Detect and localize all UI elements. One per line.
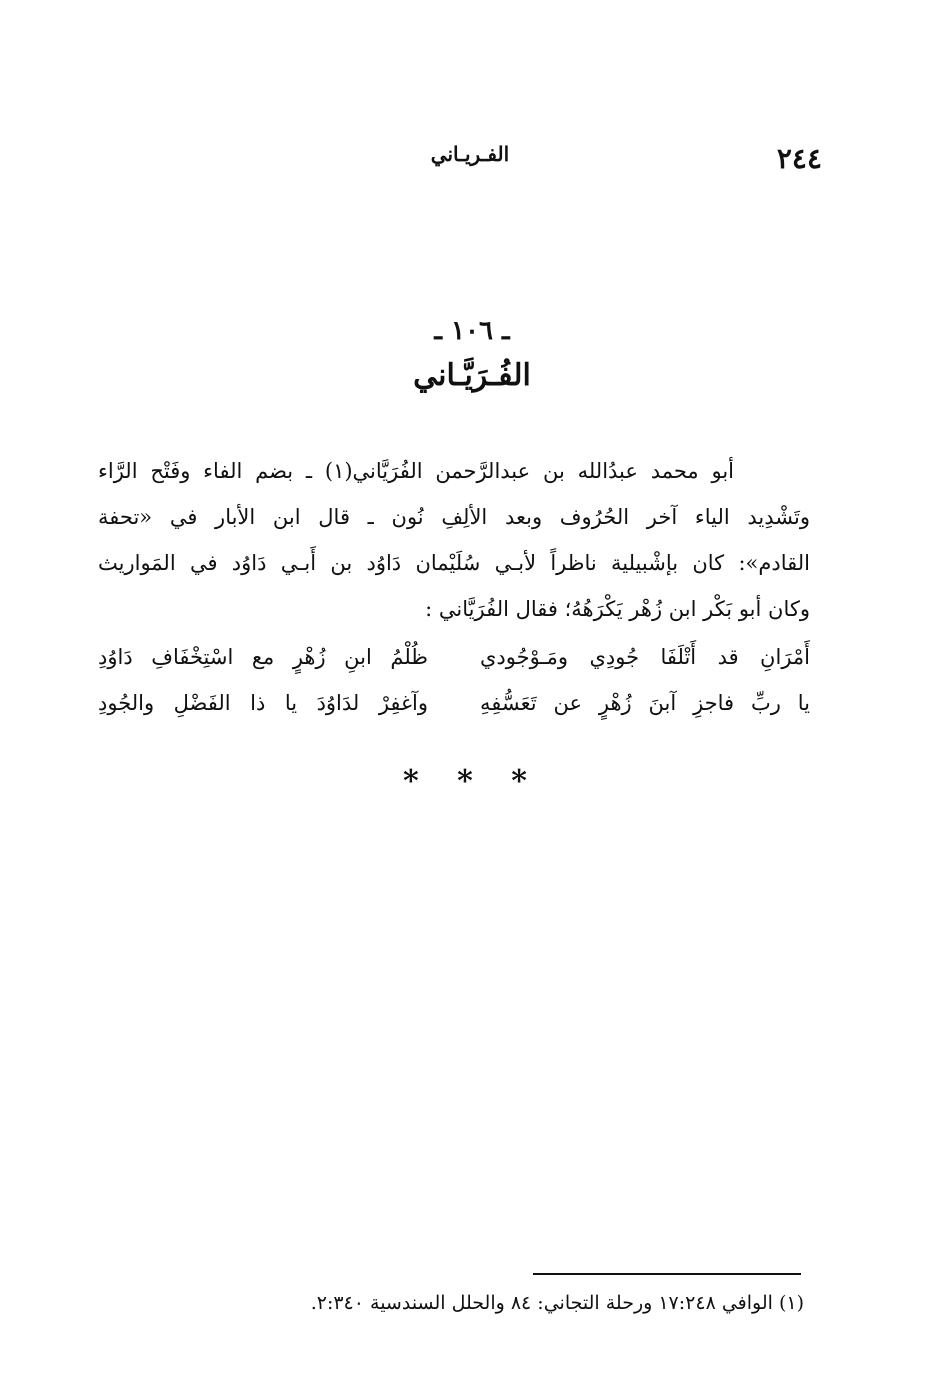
biography-paragraph <box>98 448 810 632</box>
paragraph-line: أبو محمد عبدُالله بن عبدالرَّحمن الفُرَيَّاني(١) ـ بضم الفاء وفَتْح الرَّاء <box>98 459 734 483</box>
section-separator: * * * <box>403 764 541 799</box>
entry-title: الفُـرَيَّـاني <box>413 358 531 393</box>
poem-verse <box>98 634 810 680</box>
footnote: (١) الوافي ١٧:٢٤٨ ورحلة التجاني: ٨٤ والحلل السندسية ٢:٣٤٠. <box>310 1292 804 1314</box>
verse-second-hemistich: وآغفِرْ لدَاوُدَ يا ذا الفَضْلِ والجُودِ <box>98 691 428 715</box>
paragraph-line: وكان أبو بَكْر ابن زُهْر يَكْرَهُهُ؛ فقال الفُرَيَّاني : <box>425 597 810 621</box>
paragraph-line: القادم»: كان بإشْبيلية ناظراً لأبـي سُلَيْمان دَاوُد بن أَبـي دَاوُد في المَواريث <box>98 551 810 575</box>
verse-first-hemistich: يا ربِّ فاجزِ آبنَ زُهْرٍ عن تَعَسُّفِهِ <box>480 691 810 715</box>
poem-verse <box>98 680 810 726</box>
paragraph-line: وتَشْدِيد الياء آخر الحُرُوف وبعد الألِفِ نُون ـ قال ابن الأبار في «تحفة <box>98 505 810 529</box>
footnote-divider <box>533 1273 801 1275</box>
poem <box>98 634 810 726</box>
verse-first-hemistich: أَمْرَانِ قد أَتْلَفَا جُودِي ومَـوْجُودي <box>480 645 810 669</box>
running-title: الفـريـاني <box>430 142 510 166</box>
entry-number: ـ ١٠٦ ـ <box>434 316 510 346</box>
page-number: ٢٤٤ <box>776 142 822 175</box>
verse-second-hemistich: ظُلْمُ ابنِ زُهْرٍ مع اسْتِخْفَافِ دَاوُدِ <box>98 645 428 669</box>
